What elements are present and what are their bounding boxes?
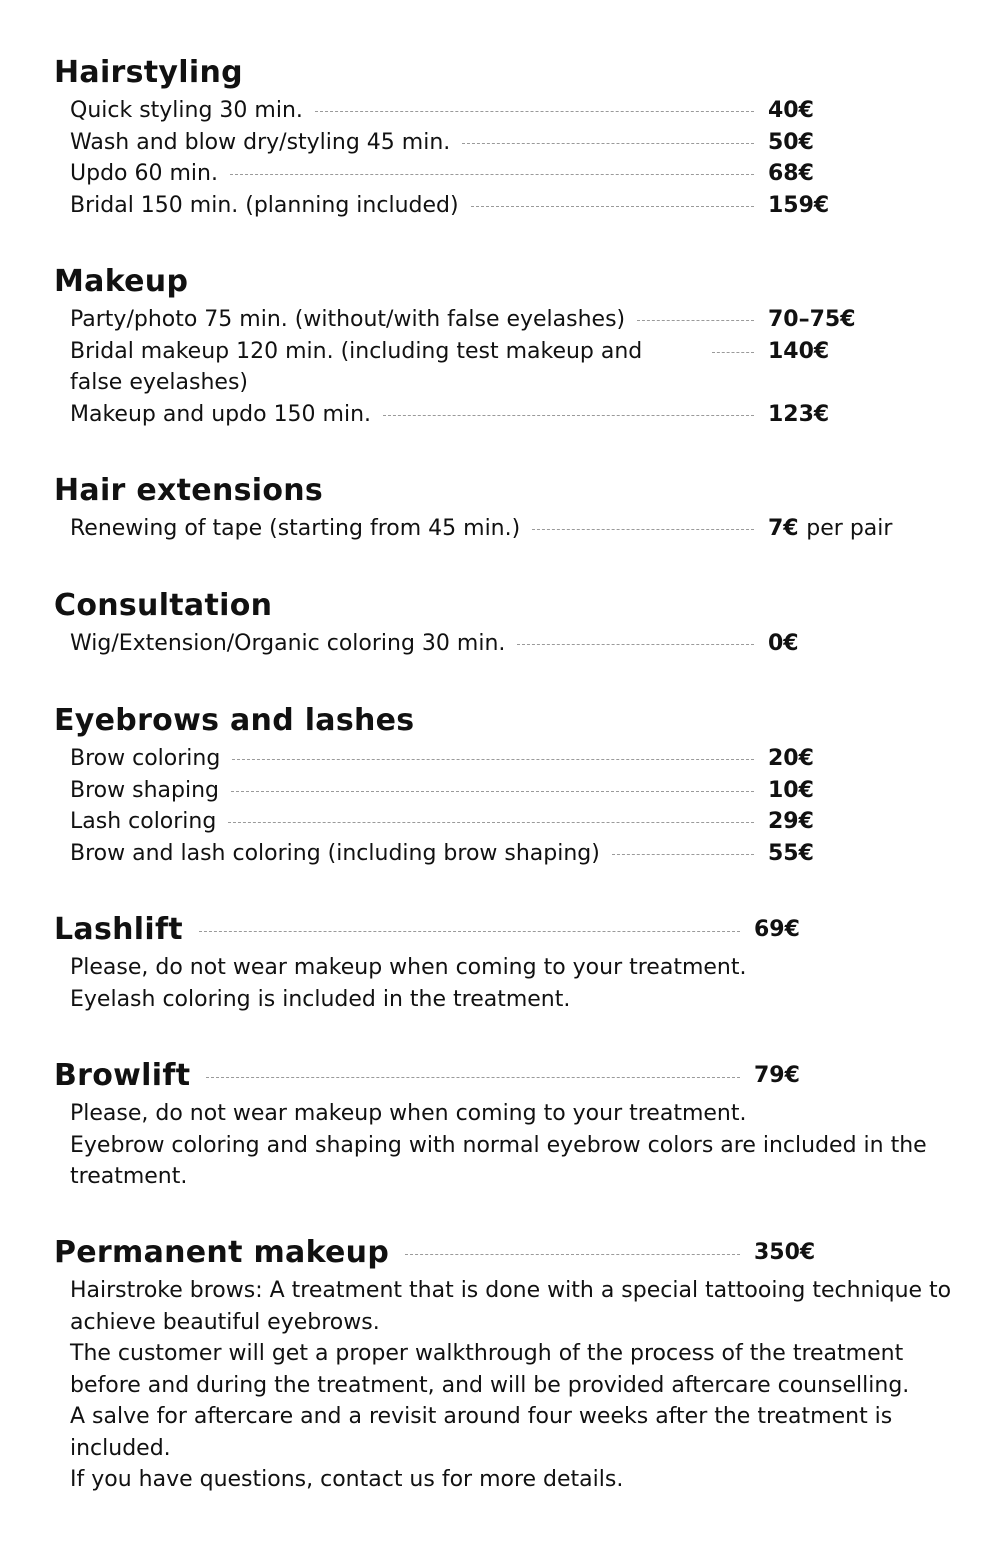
list-item [70, 158, 954, 190]
dotted-leader [712, 336, 754, 353]
list-item [70, 743, 954, 775]
service-name: Updo 60 min. [70, 161, 218, 186]
list-item [70, 304, 954, 336]
note-text: A salve for aftercare and a revisit around four weeks after the treatment is included. [70, 1404, 893, 1461]
section-title: Eyebrows and lashes [54, 703, 415, 738]
list-item [70, 95, 954, 127]
dotted-leader [228, 806, 754, 823]
price-list [54, 304, 954, 430]
dotted-leader [315, 95, 754, 112]
dotted-leader [532, 513, 754, 530]
service-name: Bridal 150 min. (planning included) [70, 192, 459, 218]
dotted-leader [462, 127, 754, 144]
section-notes [54, 952, 954, 1015]
note-text: Hairstroke brows: A treatment that is done with a special tattooing technique to achieve beautiful eyebrows. [70, 1278, 952, 1335]
service-name: Makeup and updo 150 min. [70, 401, 372, 427]
dotted-leader [383, 399, 754, 416]
service-name: Bridal makeup 120 min. (including test makeup and false eyelashes) [70, 338, 643, 395]
service-price: 50€ [768, 129, 814, 155]
price-list [54, 513, 954, 545]
list-item [70, 628, 954, 660]
dotted-leader [517, 628, 754, 645]
section-lashlift [54, 912, 954, 1015]
section-title: Makeup [54, 264, 189, 299]
dotted-leader [405, 1252, 740, 1255]
list-item [70, 806, 954, 838]
note-text: If you have questions, contact us for more details. [70, 1467, 624, 1492]
section-title: Browlift [54, 1058, 191, 1093]
section-price: 69€ [754, 917, 800, 943]
service-price [768, 513, 954, 545]
section-permanent-makeup [54, 1235, 954, 1496]
list-item [70, 838, 954, 870]
price-value: 7€ [768, 516, 799, 541]
note-text: Eyelash coloring is included in the treatment. [70, 986, 571, 1012]
service-name: Wash and blow dry/styling 45 min. [70, 129, 451, 155]
section-hairstyling [54, 55, 954, 221]
dotted-leader [230, 158, 754, 175]
section-title: Hairstyling [54, 55, 243, 90]
service-name: Brow coloring [70, 746, 221, 771]
service-price: 70–75€ [768, 307, 856, 332]
section-title: Hair extensions [54, 473, 324, 508]
dotted-leader [612, 838, 754, 855]
list-item [70, 127, 954, 159]
list-item [70, 190, 954, 222]
service-price: 159€ [768, 192, 830, 218]
price-unit: per pair [806, 516, 893, 541]
list-item [70, 399, 954, 431]
dotted-leader [206, 1075, 740, 1078]
section-hair-extensions [54, 473, 954, 545]
service-price: 68€ [768, 161, 814, 186]
service-price: 10€ [768, 777, 814, 803]
section-price: 79€ [754, 1063, 800, 1089]
service-name: Lash coloring [70, 809, 217, 834]
price-list [54, 743, 954, 869]
service-price: 20€ [768, 746, 814, 771]
price-list [54, 628, 954, 660]
service-price: 55€ [768, 840, 814, 866]
service-name: Quick styling 30 min. [70, 98, 303, 123]
service-name: Brow shaping [70, 777, 219, 803]
section-consultation [54, 588, 954, 660]
service-name: Wig/Extension/Organic coloring 30 min. [70, 631, 506, 656]
section-eyebrows-and-lashes [54, 703, 954, 869]
section-header [54, 1235, 954, 1271]
section-makeup [54, 264, 954, 430]
section-title: Permanent makeup [54, 1235, 390, 1270]
service-price: 0€ [768, 631, 799, 656]
section-title: Consultation [54, 588, 273, 623]
service-price: 40€ [768, 98, 814, 123]
list-item [70, 336, 954, 399]
price-list [54, 95, 954, 221]
service-price: 140€ [768, 338, 830, 364]
note-text: Please, do not wear makeup when coming to your treatment. [70, 955, 747, 980]
section-title: Lashlift [54, 912, 183, 947]
section-header [54, 1058, 954, 1094]
dotted-leader [199, 929, 740, 932]
list-item [70, 513, 954, 545]
service-name: Renewing of tape (starting from 45 min.) [70, 516, 521, 541]
section-header [54, 912, 954, 948]
section-browlift [54, 1058, 954, 1193]
dotted-leader [232, 743, 754, 760]
section-notes [54, 1275, 954, 1496]
note-text: Eyebrow coloring and shaping with normal eyebrow colors are included in the treatment. [70, 1132, 927, 1189]
note-text: Please, do not wear makeup when coming to your treatment. [70, 1101, 747, 1126]
service-price: 123€ [768, 401, 830, 427]
list-item [70, 775, 954, 807]
service-name: Party/photo 75 min. (without/with false eyelashes) [70, 307, 626, 332]
service-name: Brow and lash coloring (including brow shaping) [70, 840, 600, 866]
service-price: 29€ [768, 809, 814, 834]
dotted-leader [637, 304, 754, 321]
section-price: 350€ [754, 1240, 816, 1266]
dotted-leader [231, 775, 754, 792]
section-notes [54, 1098, 954, 1193]
dotted-leader [471, 190, 754, 207]
note-text: The customer will get a proper walkthrough of the process of the treatment before and during the treatment, and will be provided aftercare counselling. [70, 1341, 910, 1398]
